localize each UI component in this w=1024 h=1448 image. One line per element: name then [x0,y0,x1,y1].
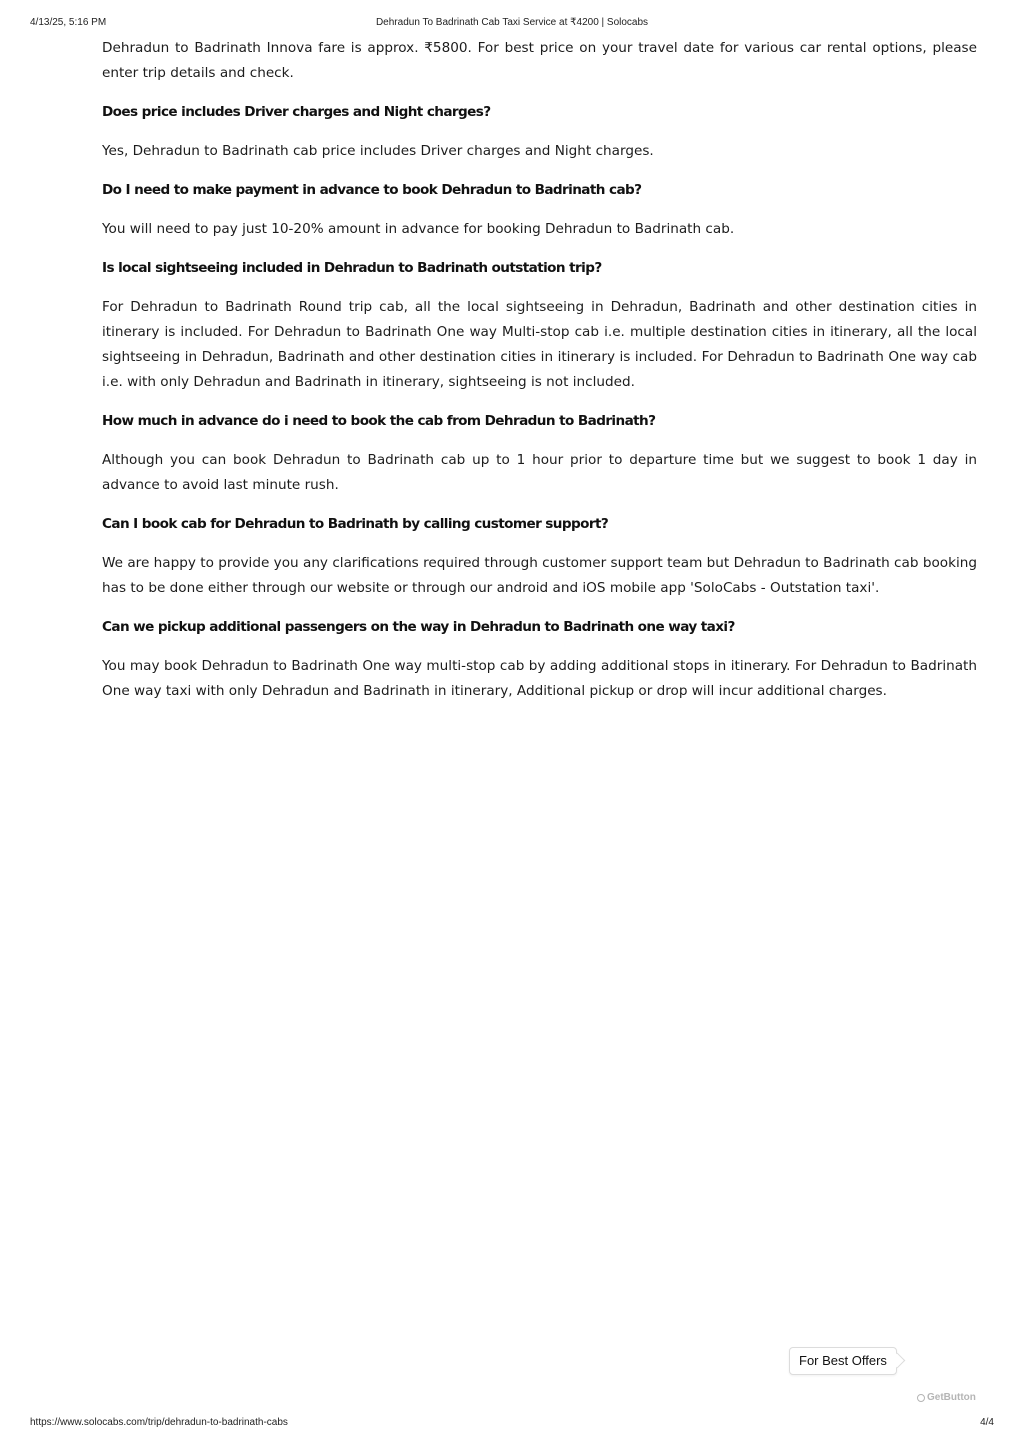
faq-answer: You will need to pay just 10-20% amount in advance for booking Dehradun to Badrinath cab. [102,221,735,237]
best-offers-label: For Best Offers [799,1353,887,1368]
print-footer [30,1417,994,1431]
print-header [30,17,994,31]
faq-question: Is local sightseeing included in Dehradun to Badrinath outstation trip? [102,260,602,276]
print-date: 4/13/25, 5:16 PM [30,17,107,28]
getbutton-logo-icon [917,1394,925,1402]
faq-answer: Although you can book Dehradun to Badrinath cab up to 1 hour prior to departure time but we suggest to book 1 day in advance to avoid last minute rush. [102,452,977,493]
faq-section [102,36,977,718]
faq-question: Does price includes Driver charges and Night charges? [102,104,491,120]
print-url: https://www.solocabs.com/trip/dehradun-to-badrinath-cabs [30,1417,288,1428]
faq-question: Can I book cab for Dehradun to Badrinath by calling customer support? [102,516,609,532]
best-offers-button[interactable] [789,1347,897,1375]
faq-answer: For Dehradun to Badrinath Round trip cab, all the local sightseeing in Dehradun, Badrinath and other destination cities in itinerary is included. For Dehradun to Badrinath One way Multi-stop cab i.e. multiple destination cities in itinerary, all the local sightseeing in Dehradun, Badrinath and other destination cities in itinerary is included. For Dehradun to Badrinath One way cab i.e. with only Dehradun and Badrinath in itinerary, sightseeing is not included. [102,299,977,390]
faq-answer: We are happy to provide you any clarifications required through customer support team but Dehradun to Badrinath cab booking has to be done either through our website or through our android and iOS mobile app 'SoloCabs - Outstation taxi'. [102,555,977,596]
faq-answer: Yes, Dehradun to Badrinath cab price includes Driver charges and Night charges. [102,143,654,159]
print-page-title: Dehradun To Badrinath Cab Taxi Service at ₹4200 | Solocabs [375,17,649,28]
faq-question: How much in advance do i need to book the cab from Dehradun to Badrinath? [102,413,656,429]
faq-answer: Dehradun to Badrinath Innova fare is approx. ₹5800. For best price on your travel date for various car rental options, please enter trip details and check. [102,40,977,81]
tooltip-arrow [890,1353,906,1369]
getbutton-brand[interactable] [917,1392,976,1403]
faq-answer: You may book Dehradun to Badrinath One way multi-stop cab by adding additional stops in itinerary. For Dehradun to Badrinath One way taxi with only Dehradun and Badrinath in itinerary, Additional pickup or drop will incur additional charges. [102,658,977,699]
getbutton-label: GetButton [927,1392,976,1403]
faq-question: Do I need to make payment in advance to book Dehradun to Badrinath cab? [102,182,642,198]
print-page-number: 4/4 [980,1417,994,1428]
faq-question: Can we pickup additional passengers on the way in Dehradun to Badrinath one way taxi? [102,619,735,635]
